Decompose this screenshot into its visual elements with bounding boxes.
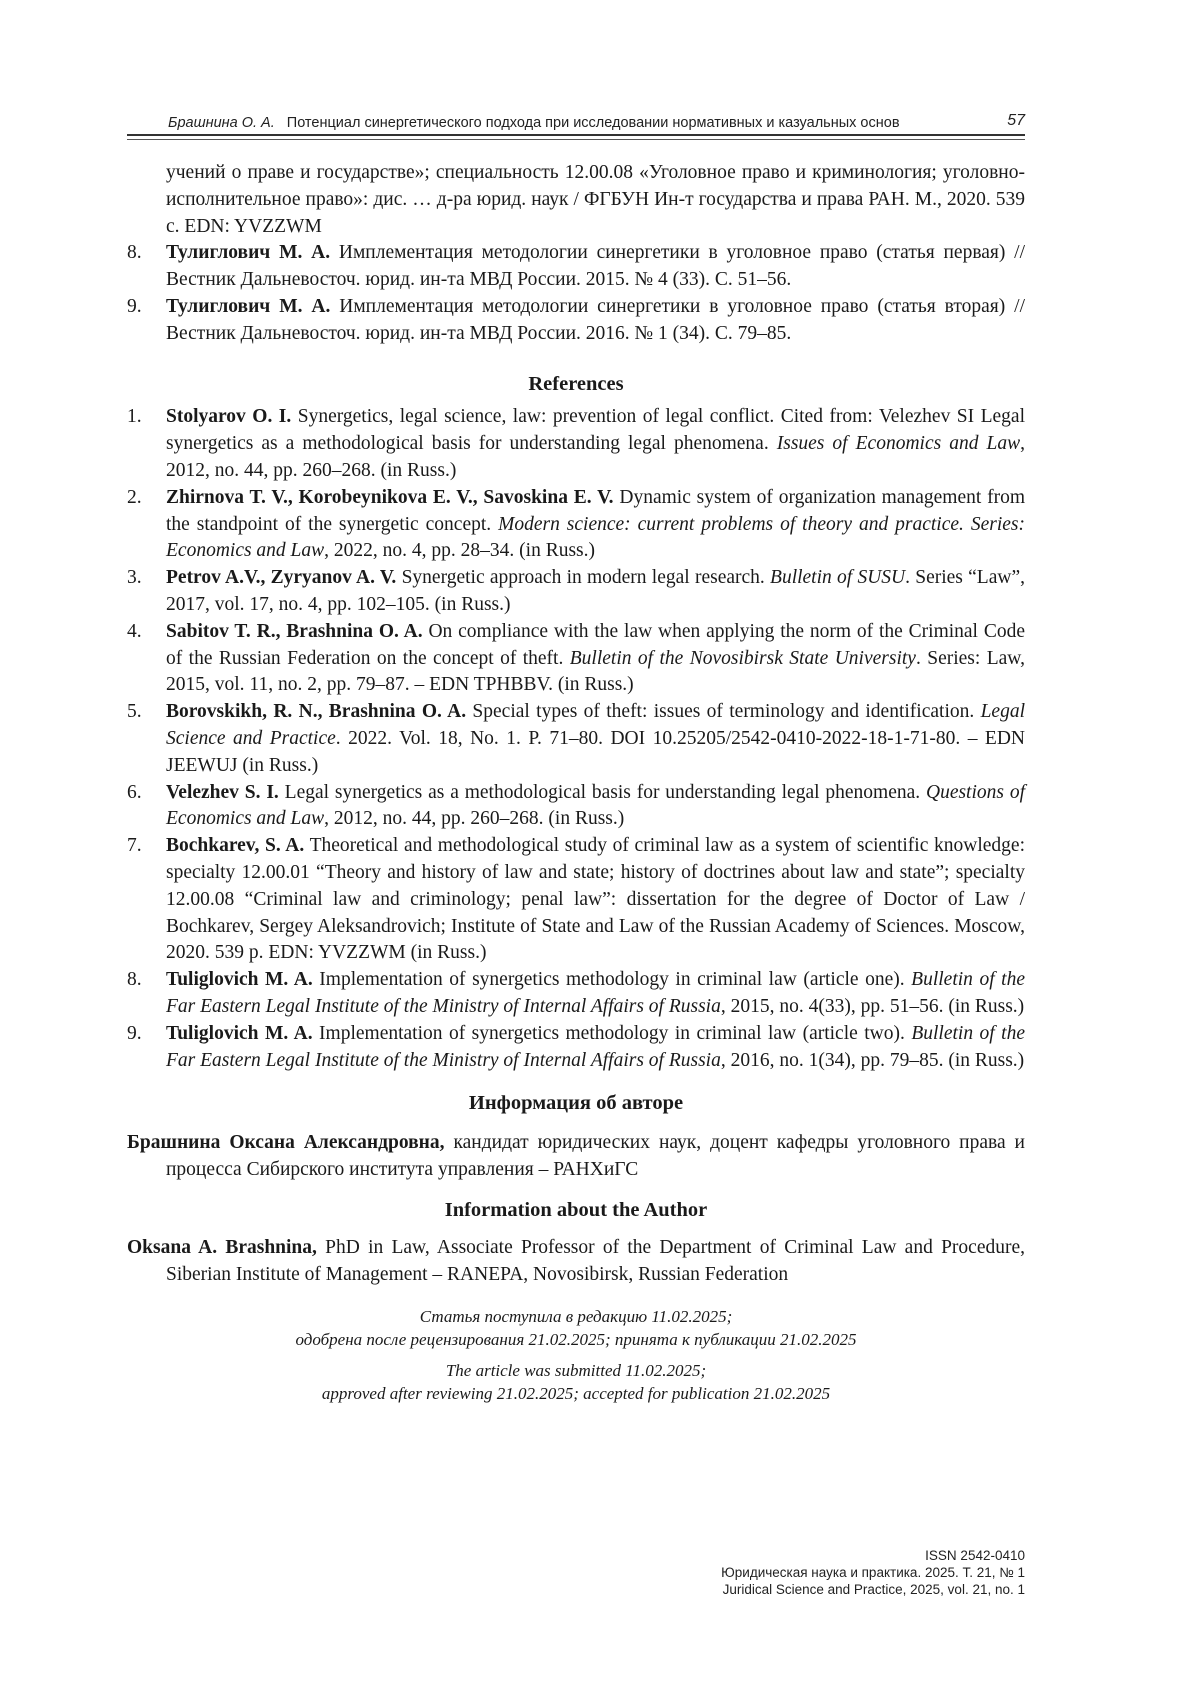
reference-item [127, 780, 1025, 834]
reference-text: Имплементация методологии синергетики в уголовное право (статья вторая) // Вестник Дальневосточ. юрид. ин-та МВД России. 2016. № 1 (34). С. 79–85. [166, 296, 1025, 344]
reference-journal: Questions of Economics and Law [166, 782, 1025, 830]
reference-details: . 2022. Vol. 18, No. 1. P. 71–80. DOI 10.25205/2542-0410-2022-18-1-71-80. – EDN JEEWUJ (in Russ.) [166, 728, 1025, 776]
reference-authors: Тулиглович М. А. [166, 296, 330, 317]
page-footer [721, 1547, 1025, 1598]
reference-authors: Bochkarev, S. A. [166, 835, 304, 856]
reference-journal: Bulletin of the Far Eastern Legal Institute of the Ministry of Internal Affairs of Russia [166, 969, 1025, 1017]
journal-page [0, 0, 1200, 1697]
reference-text: Theoretical and methodological study of criminal law as a system of scientific knowledge: specialty 12.00.01 “Theory and history of law and state; history of doctrines about law and state”; specialty 12.00.08 “Criminal law and criminology; penal law”: dissertation for the degree of Doctor of Law / Bochkarev, Sergey Aleksandrovich; Institute of State and Law of the Russian Academy of Sciences. Moscow, 2020. 539 p. EDN: YVZZWM (in Russ.) [166, 835, 1025, 963]
reference-authors: Stolyarov O. I. [166, 406, 291, 427]
ru-reference-item [127, 240, 1025, 294]
reference-item [127, 619, 1025, 699]
reference-details: , 2015, no. 4(33), pp. 51–56. (in Russ.) [721, 996, 1024, 1017]
reference-details: . Series: Law, 2015, vol. 11, no. 2, pp. 79–87. – EDN TPHBBV. (in Russ.) [166, 648, 1025, 696]
reference-journal: Issues of Economics and Law [777, 433, 1020, 454]
reference-number: 9. [127, 1021, 142, 1048]
running-header-text [168, 115, 900, 131]
footer-journal-en: Juridical Science and Practice, 2025, vol. 21, no. 1 [721, 1581, 1025, 1598]
reference-details: . Series “Law”, 2017, vol. 17, no. 4, pp. 102–105. (in Russ.) [166, 567, 1025, 615]
running-header-title: Потенциал синергетического подхода при исследовании нормативных и казуальных основ [287, 115, 900, 131]
references-heading: References [127, 371, 1025, 398]
reference-text: Synergetic approach in modern legal research. [396, 567, 770, 588]
dates-en-line1: The article was submitted 11.02.2025; [127, 1359, 1025, 1382]
header-rule-thick [127, 134, 1025, 136]
author-info-ru [127, 1130, 1025, 1184]
reference-authors: Tuliglovich M. A. [166, 969, 313, 990]
reference-text: Implementation of synergetics methodology in criminal law (article one). [313, 969, 911, 990]
reference-number: 2. [127, 485, 142, 512]
reference-authors: Petrov A.V., Zyryanov A. V. [166, 567, 396, 588]
reference-item [127, 404, 1025, 484]
reference-number: 5. [127, 699, 142, 726]
dates-en-line2: approved after reviewing 21.02.2025; accepted for publication 21.02.2025 [127, 1382, 1025, 1405]
reference-number: 8. [127, 967, 142, 994]
page-number: 57 [1007, 112, 1025, 130]
reference-text: Implementation of synergetics methodology in criminal law (article two). [313, 1023, 912, 1044]
reference-item [127, 485, 1025, 565]
reference-number: 4. [127, 619, 142, 646]
reference-text: Special types of theft: issues of terminology and identification. [466, 701, 980, 722]
author-name-ru: Брашнина Оксана Александровна, [127, 1132, 445, 1153]
running-header [127, 111, 1025, 135]
reference-text: Legal synergetics as a methodological basis for understanding legal phenomena. [279, 782, 926, 803]
reference-details: , 2012, no. 44, pp. 260–268. (in Russ.) [324, 808, 624, 829]
reference-number: 9. [127, 294, 142, 321]
reference-authors: Тулиглович М. А. [166, 242, 330, 263]
reference-text: Dynamic system of organization management from the standpoint of the synergetic concept. [166, 487, 1025, 535]
page-body [127, 160, 1025, 1405]
reference-item [127, 699, 1025, 779]
author-info-en [127, 1235, 1025, 1289]
reference-number: 6. [127, 780, 142, 807]
reference-journal: Bulletin of SUSU [770, 567, 905, 588]
footer-issn: ISSN 2542-0410 [721, 1547, 1025, 1564]
footer-journal-ru: Юридическая наука и практика. 2025. Т. 21, № 1 [721, 1564, 1025, 1581]
reference-journal: Bulletin of the Far Eastern Legal Institute of the Ministry of Internal Affairs of Russia [166, 1023, 1025, 1071]
reference-number: 1. [127, 404, 142, 431]
reference-details: , 2012, no. 44, pp. 260–268. (in Russ.) [166, 433, 1025, 481]
reference-journal: Legal Science and Practice [166, 701, 1025, 749]
dates-ru-line2: одобрена после рецензирования 21.02.2025; принята к публикации 21.02.2025 [127, 1328, 1025, 1351]
reference-details: , 2022, no. 4, pp. 28–34. (in Russ.) [324, 540, 595, 561]
ru-reference-item [127, 294, 1025, 348]
author-details-en: PhD in Law, Associate Professor of the Department of Criminal Law and Procedure, Siberian Institute of Management – RANEPA, Novosibirsk, Russian Federation [166, 1237, 1025, 1285]
author-info-heading-en: Information about the Author [127, 1197, 1025, 1224]
reference-authors: Velezhev S. I. [166, 782, 279, 803]
reference-authors: Zhirnova T. V., Korobeynikova E. V., Savoskina E. V. [166, 487, 614, 508]
reference-number: 8. [127, 240, 142, 267]
article-dates [127, 1305, 1025, 1405]
reference-text: Имплементация методологии синергетики в уголовное право (статья первая) // Вестник Дальневосточ. юрид. ин-та МВД России. 2015. № 4 (33). С. 51–56. [166, 242, 1025, 290]
author-details-ru: кандидат юридических наук, доцент кафедры уголовного права и процесса Сибирского института управления – РАНХиГС [166, 1132, 1025, 1180]
reference-number: 7. [127, 833, 142, 860]
reference-item [127, 967, 1025, 1021]
reference-text: Synergetics, legal science, law: prevention of legal conflict. Cited from: Velezhev SI Legal synergetics as a methodological basis for understanding legal phenomena. [166, 406, 1025, 454]
reference-journal: Bulletin of the Novosibirsk State University [570, 648, 916, 669]
header-rule-thin [127, 139, 1025, 140]
continued-reference: учений о праве и государстве»; специальность 12.00.08 «Уголовное право и криминология; уголовно-исполнительное право»: дис. … д-ра юрид. наук / ФГБУН Ин-т государства и права РАН. М., 2020. 539 с. EDN: YVZZWM [127, 160, 1025, 240]
reference-number: 3. [127, 565, 142, 592]
reference-journal: Modern science: current problems of theory and practice. Series: Economics and Law [166, 514, 1025, 562]
reference-authors: Tuliglovich M. A. [166, 1023, 313, 1044]
dates-ru-line1: Статья поступила в редакцию 11.02.2025; [127, 1305, 1025, 1328]
running-header-author: Брашнина О. А. [168, 115, 275, 131]
reference-text: On compliance with the law when applying the norm of the Criminal Code of the Russian Federation on the concept of theft. [166, 621, 1025, 669]
reference-item [127, 1021, 1025, 1075]
reference-details: , 2016, no. 1(34), pp. 79–85. (in Russ.) [721, 1050, 1024, 1071]
author-info-heading-ru: Информация об авторе [127, 1090, 1025, 1117]
author-name-en: Oksana A. Brashnina, [127, 1237, 317, 1258]
reference-item [127, 833, 1025, 967]
reference-authors: Borovskikh, R. N., Brashnina O. A. [166, 701, 466, 722]
reference-item [127, 565, 1025, 619]
reference-authors: Sabitov T. R., Brashnina O. A. [166, 621, 423, 642]
